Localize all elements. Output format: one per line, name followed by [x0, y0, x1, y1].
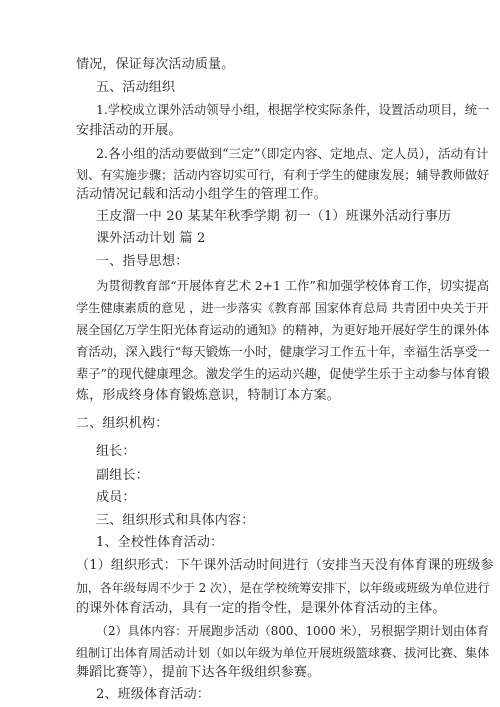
- text-line: 1.学校成立课外活动领导小组，根据学校实际条件，设置活动项目，统一: [96, 103, 490, 118]
- text-line: 活动情况记载和活动小组学生的管理工作。: [76, 187, 327, 203]
- text-line: 副组长：: [96, 467, 149, 483]
- text-line: 育活动，深入践行“每天锻炼一小时，健康学习工作五十年，幸福生活享受一: [76, 344, 490, 359]
- text-line: 加，各年级每周不少于 2 次），是在学校统筹安排下，以年级或班级为单位进行: [76, 581, 490, 595]
- text-line: 学生健康素质的意见 ，进一步落实《教育部 国家体育总局 共青团中央关于开: [76, 300, 489, 315]
- text-line: 安排活动的开展。: [76, 122, 182, 138]
- text-line: 组制订出体育周活动计划（如以年级为单位开展班级篮球赛、拔河比赛、集体: [76, 645, 490, 660]
- section-heading: 三、组织形式和具体内容：: [96, 512, 255, 528]
- document-title: 课外活动计划 篇 2: [96, 231, 206, 247]
- text-line: 的课外体育活动，具有一定的指令性，是课外体育活动的主体。: [76, 601, 446, 617]
- subsection-heading: 2、班级体育活动：: [96, 687, 211, 702]
- text-line: 炼，形成终身体育锻炼意识，特制订本方案。: [76, 388, 341, 404]
- text-line: 展全国亿万学生阳光体育运动的通知》的精神，为更好地开展好学生的课外体: [76, 322, 490, 337]
- subsection-heading: 1、全校性体育活动：: [96, 534, 224, 550]
- text-line: 情况，保证每次活动质量。: [76, 57, 235, 72]
- text-line: （2）具体内容：开展跑步活动（800、1000 米），另根据学期计划由体育: [96, 624, 489, 639]
- section-heading: 五、活动组织: [96, 80, 176, 96]
- text-line: （1）组织形式：下午课外活动时间进行（安排当天没有体育课的班级参: [76, 557, 494, 573]
- text-line: 为贯彻教育部“开展体育艺术 2+1 工作”和加强学校体育工作，切实提高: [96, 278, 490, 293]
- section-heading: 一、指导思想：: [96, 253, 189, 269]
- text-line: 2.各小组的活动要做到“三定”（即定内容、定地点、定人员），活动有计: [96, 145, 489, 161]
- text-line: 王皮溜一中 20 某某年秋季学期 初一（1）班课外活动行事历: [96, 209, 452, 225]
- text-line: 辈子”的现代健康理念。激发学生的运动兴趣，促使学生乐于主动参与体育锻: [76, 367, 490, 381]
- text-line: 组长：: [96, 443, 136, 459]
- section-heading: 二、组织机构：: [76, 415, 169, 431]
- text-line: 舞蹈比赛等），提前下达各年级组织参赛。: [76, 664, 321, 680]
- text-line: 成员：: [96, 489, 136, 505]
- text-line: 划、有实施步骤；活动内容切实可行，有利于学生的健康发展；辅导教师做好: [76, 167, 490, 182]
